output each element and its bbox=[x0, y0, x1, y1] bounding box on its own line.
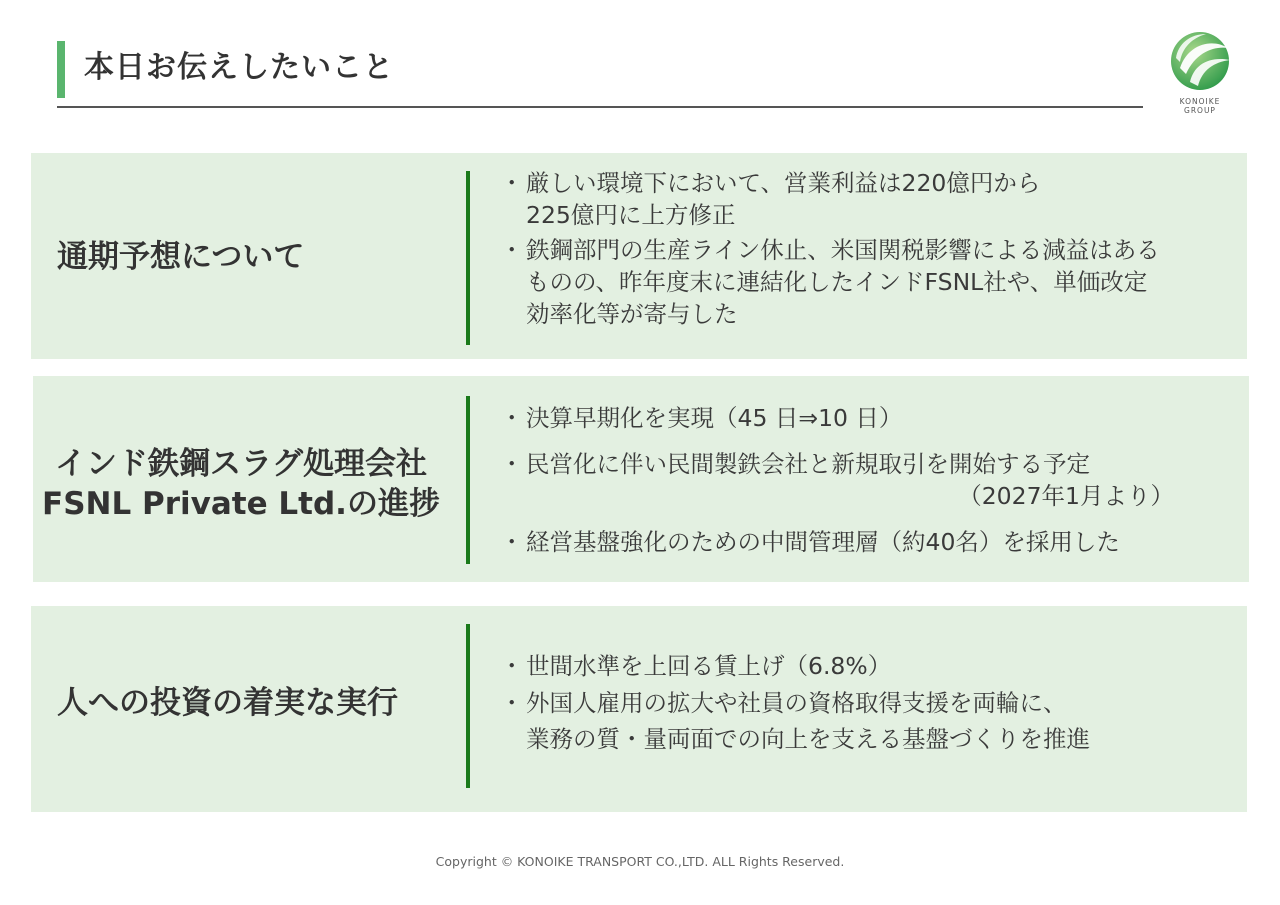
logo-wordmark: KONOIKE GROUP bbox=[1179, 97, 1221, 115]
section-title: 人への投資の着実な実行 bbox=[57, 685, 398, 721]
section-fsnl-progress bbox=[33, 376, 1249, 582]
title-underline bbox=[57, 106, 1143, 108]
list-item: ・ 厳しい環境下において、営業利益は220億円から 225億円に上方修正 bbox=[504, 167, 1160, 231]
konoike-logo-icon bbox=[1168, 30, 1232, 92]
page-title: 本日お伝えしたいこと bbox=[84, 50, 394, 85]
list-item: ・ 決算早期化を実現（45 日⇒10 日） bbox=[504, 402, 1224, 434]
list-item: ・ 鉄鋼部門の生産ライン休止、米国関税影響による減益はある ものの、昨年度末に連結化したインドFSNL社や、単価改定 効率化等が寄与した bbox=[504, 234, 1160, 330]
section-title: 通期予想について bbox=[57, 239, 305, 275]
copyright-footer: Copyright © KONOIKE TRANSPORT CO.,LTD. ALL Rights Reserved. bbox=[435, 854, 845, 869]
company-logo bbox=[1164, 30, 1236, 120]
list-item: ・ 外国人雇用の拡大や社員の資格取得支援を両輪に、 業務の質・量両面での向上を支える基盤づくりを推進 bbox=[504, 687, 1090, 755]
bullet-list bbox=[504, 650, 1090, 755]
bullet-list bbox=[504, 402, 1224, 558]
section-title: インド鉄鋼スラグ処理会社 FSNL Private Ltd.の進捗 bbox=[42, 446, 440, 522]
section-full-year-forecast bbox=[31, 153, 1247, 359]
section-divider bbox=[466, 624, 470, 788]
list-item: ・ 世間水準を上回る賃上げ（6.8%） bbox=[504, 650, 1090, 682]
section-human-investment bbox=[31, 606, 1247, 812]
title-accent-bar bbox=[57, 41, 65, 98]
list-item: ・ 経営基盤強化のための中間管理層（約40名）を採用した bbox=[504, 526, 1224, 558]
bullet-list bbox=[504, 167, 1160, 330]
section-divider bbox=[466, 396, 470, 564]
section-divider bbox=[466, 171, 470, 345]
list-item: ・ 民営化に伴い民間製鉄会社と新規取引を開始する予定 （2027年1月より） bbox=[504, 448, 1224, 512]
